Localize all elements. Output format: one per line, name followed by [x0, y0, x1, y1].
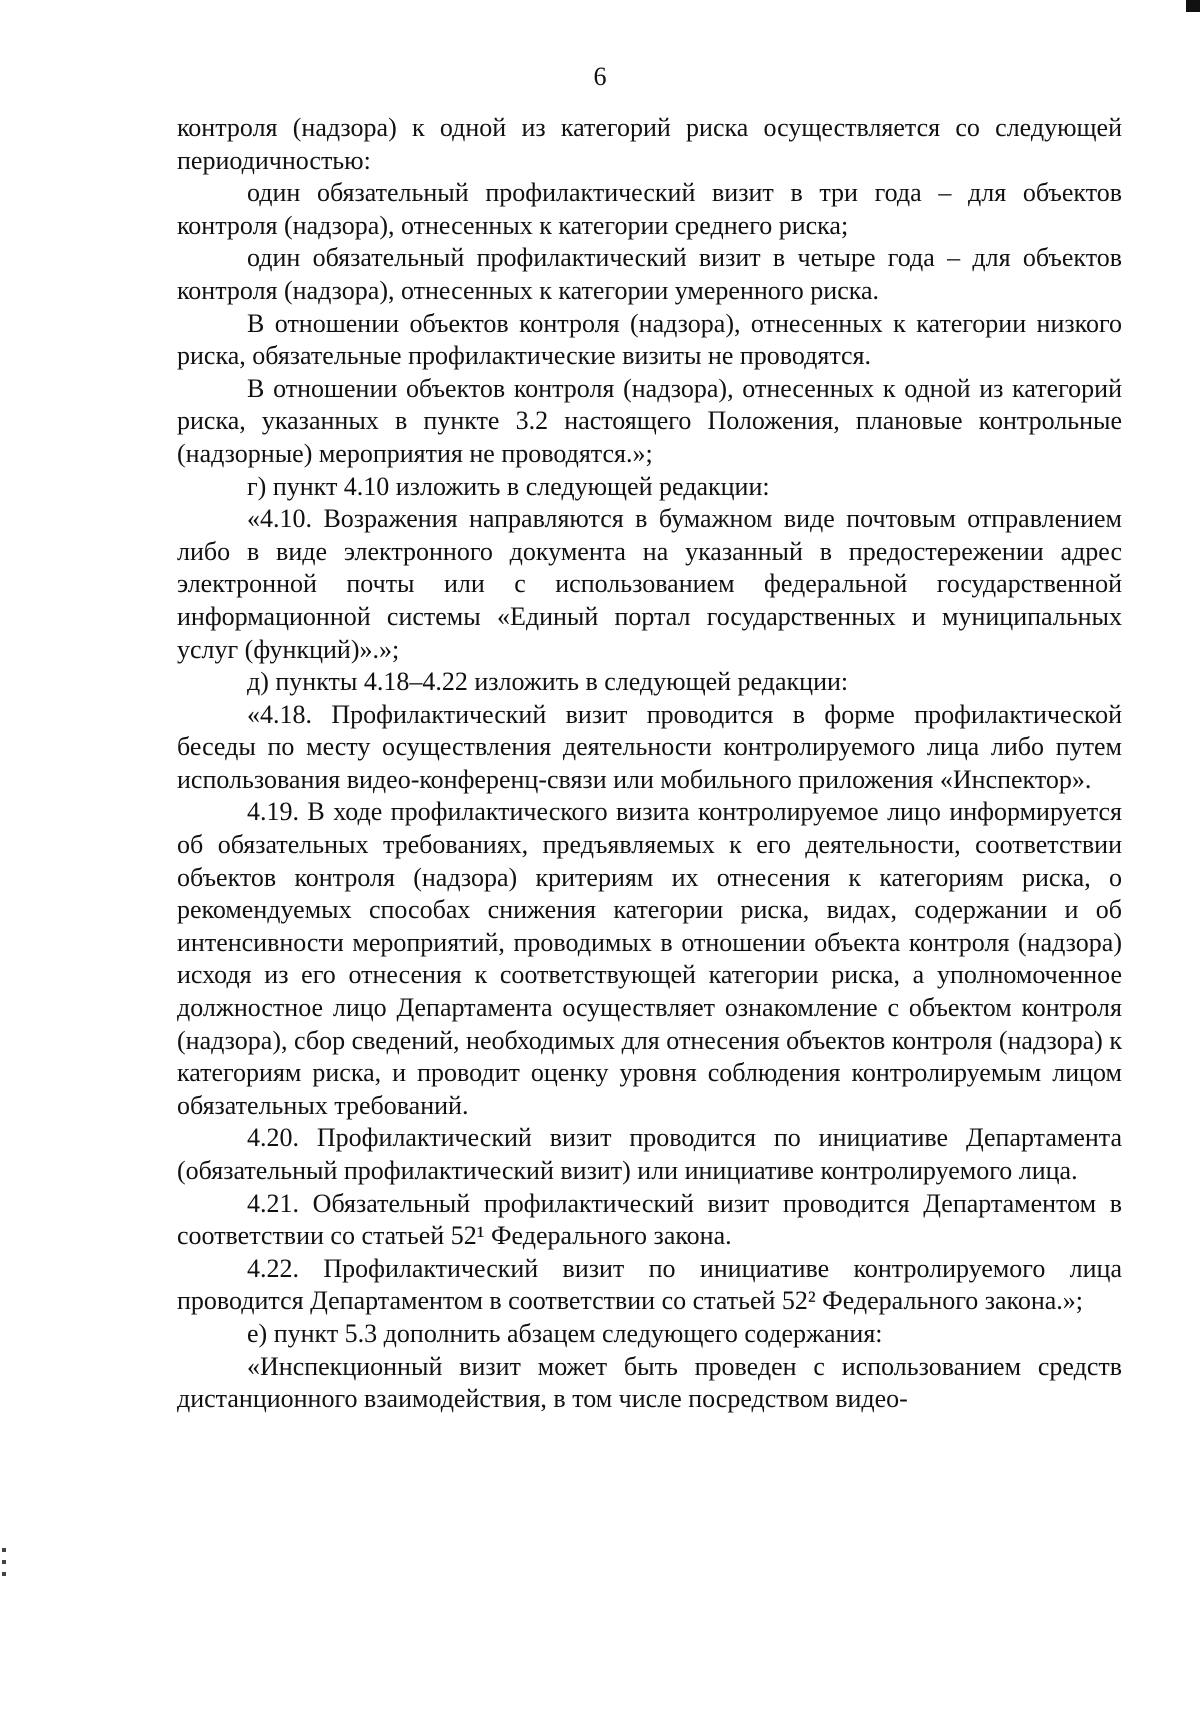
- paragraph: В отношении объектов контроля (надзора), отнесенных к одной из категорий риска, указанных в пункте 3.2 настоящего Положения, плановые контрольные (надзорные) мероприятия не проводятся.»;: [177, 373, 1122, 468]
- paragraph: 4.20. Профилактический визит проводится по инициативе Департамента (обязательный профилактический визит) или инициативе контролируемого лица.: [177, 1123, 1122, 1185]
- document-body: [177, 112, 1122, 1416]
- scan-corner-mark: [1186, 0, 1200, 12]
- paragraph: один обязательный профилактический визит в три года – для объектов контроля (надзора), отнесенных к категории среднего риска;: [177, 178, 1122, 240]
- page-number: 6: [593, 62, 607, 91]
- paragraph: «Инспекционный визит может быть проведен с использованием средств дистанционного взаимодействия, в том числе посредством видео-: [177, 1351, 1122, 1414]
- scan-margin-mark: [2, 1572, 6, 1576]
- paragraph: г) пункт 4.10 изложить в следующей редакции:: [247, 471, 770, 501]
- paragraph: 4.19. В ходе профилактического визита контролируемое лицо информируется об обязательных требованиях, предъявляемых к его деятельности, соответствии объектов контроля (надзора) критериям их отнесения к категориям риска, о рекомендуемых способах снижения категории риска, видах, содержании и об интенсивности мероприятий, проводимых в отношении объекта контроля (надзора) исходя из его отнесения к соответствующей категории риска, а уполномоченное должностное лицо Департамента осуществляет ознакомление с объектом контроля (надзора), сбор сведений, необходимых для отнесения объектов контроля (надзора) к категориям риска, и проводит оценку уровня соблюдения контролируемым лицом обязательных требований.: [177, 797, 1122, 1120]
- paragraph: «4.18. Профилактический визит проводится в форме профилактической беседы по месту осуществления деятельности контролируемого лица либо путем использования видео-конференц-связи или мобильного приложения «Инспектор».: [177, 699, 1122, 794]
- paragraph: 4.21. Обязательный профилактический визит проводится Департаментом в соответствии со статьей 52¹ Федерального закона.: [177, 1188, 1122, 1251]
- paragraph: В отношении объектов контроля (надзора), отнесенных к категории низкого риска, обязательные профилактические визиты не проводятся.: [177, 308, 1122, 371]
- scan-margin-mark: [2, 1548, 6, 1552]
- paragraph: е) пункт 5.3 дополнить абзацем следующего содержания:: [247, 1318, 883, 1348]
- paragraph: д) пункты 4.18–4.22 изложить в следующей редакции:: [247, 667, 849, 697]
- paragraph: контроля (надзора) к одной из категорий риска осуществляется со следующей периодичностью:: [177, 113, 1122, 175]
- paragraph: один обязательный профилактический визит в четыре года – для объектов контроля (надзора), отнесенных к категории умеренного риска.: [177, 243, 1122, 305]
- paragraph: «4.10. Возражения направляются в бумажном виде почтовым отправлением либо в виде электронного документа на указанный в предостережении адрес электронной почты или с использованием федеральной государственной информационной системы «Единый портал государственных и муниципальных услуг (функций)».»;: [177, 504, 1122, 664]
- scan-margin-mark: [2, 1560, 6, 1564]
- paragraph: 4.22. Профилактический визит по инициативе контролируемого лица проводится Департаментом в соответствии со статьей 52² Федерального закона.»;: [177, 1253, 1122, 1316]
